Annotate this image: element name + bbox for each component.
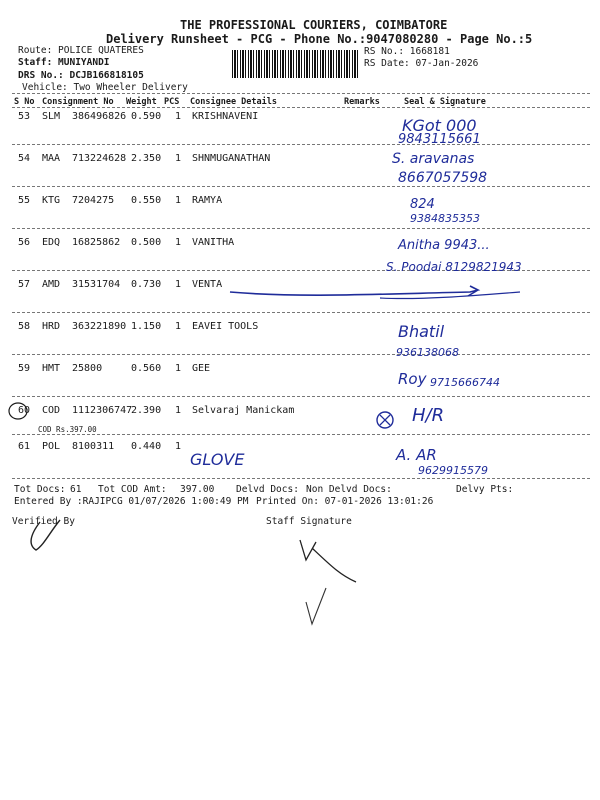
row-weight: 0.590 bbox=[131, 111, 162, 122]
runsheet-title: Delivery Runsheet - PCG - Phone No.:9047080280 - Page No.:5 bbox=[106, 32, 533, 46]
row-consignee: RAMYA bbox=[192, 195, 223, 206]
row-sno: 59 bbox=[18, 363, 31, 374]
tot-cod-label: Tot COD Amt: bbox=[98, 484, 167, 495]
row-consignee: KRISHNAVENI bbox=[192, 111, 259, 122]
row-consignment: 31531704 bbox=[72, 279, 121, 290]
staff-signature-mark bbox=[300, 540, 356, 582]
route-label: Route: POLICE QUATERES bbox=[18, 45, 144, 56]
arrow-stroke-57 bbox=[230, 286, 478, 296]
row-prefix: HMT bbox=[42, 363, 61, 374]
col-weight: Weight bbox=[126, 97, 157, 107]
row-consignment: 1112306747 bbox=[72, 405, 133, 416]
row-pcs: 1 bbox=[175, 153, 182, 164]
row-prefix: COD bbox=[42, 405, 61, 416]
tot-docs-label: Tot Docs: bbox=[14, 484, 66, 495]
row-sno: 58 bbox=[18, 321, 31, 332]
col-consignment: Consignment No bbox=[42, 97, 114, 107]
row-consignee: EAVEI TOOLS bbox=[192, 321, 259, 332]
row-pcs: 1 bbox=[175, 363, 182, 374]
handwritten-sign-53: KGot 000 bbox=[402, 116, 477, 135]
row-consignment: 16825862 bbox=[72, 237, 121, 248]
handwritten-sign-59: Roy bbox=[398, 370, 427, 388]
col-pcs: PCS bbox=[164, 97, 180, 107]
row-weight: 0.560 bbox=[131, 363, 162, 374]
row-pcs: 1 bbox=[175, 441, 182, 452]
row-pcs: 1 bbox=[175, 405, 182, 416]
row-sno: 54 bbox=[18, 153, 31, 164]
row-pcs: 1 bbox=[175, 111, 182, 122]
handwritten-remark-60: H/R bbox=[412, 405, 445, 426]
row-consignment: 8100311 bbox=[72, 441, 115, 452]
printed-on: Printed On: 07-01-2026 13:01:26 bbox=[256, 496, 434, 507]
row-sno: 60 bbox=[18, 405, 31, 416]
row-pcs: 1 bbox=[175, 195, 182, 206]
handwritten-phone-61: 9629915579 bbox=[418, 464, 488, 477]
rs-date: RS Date: 07-Jan-2026 bbox=[364, 58, 479, 69]
drs-number: DRS No.: DCJB166818105 bbox=[18, 70, 144, 81]
row-prefix: AMD bbox=[42, 279, 61, 290]
row-prefix: MAA bbox=[42, 153, 61, 164]
row-consignment: 7204275 bbox=[72, 195, 115, 206]
handwritten-sign-61: A. AR bbox=[396, 446, 437, 464]
company-name: THE PROFESSIONAL COURIERS, COIMBATORE bbox=[180, 18, 448, 32]
row-sno: 53 bbox=[18, 111, 31, 122]
handwritten-phone-53: 9843115661 bbox=[398, 132, 481, 147]
col-remarks: Remarks bbox=[344, 97, 380, 107]
row-consignment: 386496826 bbox=[72, 111, 127, 122]
row-weight: 0.440 bbox=[131, 441, 162, 452]
row-prefix: POL bbox=[42, 441, 61, 452]
row-weight: 1.150 bbox=[131, 321, 162, 332]
row-consignment: 713224628 bbox=[72, 153, 127, 164]
row-consignment: 363221890 bbox=[72, 321, 127, 332]
stray-mark bbox=[306, 588, 326, 624]
row-weight: 0.730 bbox=[131, 279, 162, 290]
row-prefix: HRD bbox=[42, 321, 61, 332]
row-consignee: VENTA bbox=[192, 279, 223, 290]
x-mark-60 bbox=[380, 415, 390, 425]
row-sno: 56 bbox=[18, 237, 31, 248]
handwritten-sign-54: S. aravanas bbox=[392, 151, 475, 167]
row-weight: 0.500 bbox=[131, 237, 162, 248]
row-consignee: VANITHA bbox=[192, 237, 235, 248]
staff-signature-label: Staff Signature bbox=[266, 516, 352, 527]
row-weight: 2.350 bbox=[131, 153, 162, 164]
handwritten-phone-58: 936138068 bbox=[396, 346, 459, 359]
tot-docs-value: 61 bbox=[70, 484, 82, 495]
col-sno: S No bbox=[14, 97, 35, 107]
row-pcs: 1 bbox=[175, 237, 182, 248]
row-consignee: Selvaraj Manickam bbox=[192, 405, 295, 416]
row-pcs: 1 bbox=[175, 279, 182, 290]
handwritten-sign-55: 824 bbox=[410, 197, 435, 212]
row-sno: 61 bbox=[18, 441, 31, 452]
col-consignee: Consignee Details bbox=[190, 97, 277, 107]
row-weight: 2.390 bbox=[131, 405, 162, 416]
row-weight: 0.550 bbox=[131, 195, 162, 206]
row-prefix: KTG bbox=[42, 195, 61, 206]
verified-by-label: Verified By bbox=[12, 516, 75, 527]
handwritten-phone-54: 8667057598 bbox=[398, 170, 488, 186]
handwritten-sign-58: Bhatil bbox=[398, 322, 445, 341]
row-sno: 55 bbox=[18, 195, 31, 206]
entered-by: Entered By :RAJIPCG 01/07/2026 1:00:49 PM bbox=[14, 496, 249, 507]
staff-label: Staff: MUNIYANDI bbox=[18, 57, 110, 68]
delvd-docs-label: Delvd Docs: bbox=[236, 484, 299, 495]
handwritten-sign-56: Anitha 9943... bbox=[398, 238, 490, 253]
row-sno: 57 bbox=[18, 279, 31, 290]
tot-cod-value: 397.00 bbox=[180, 484, 215, 495]
row-prefix: EDQ bbox=[42, 237, 61, 248]
row-consignee: SHNMUGANATHAN bbox=[192, 153, 271, 164]
handwritten-phone-55: 9384835353 bbox=[410, 212, 480, 225]
cod-amount-note: COD Rs.397.00 bbox=[38, 425, 97, 434]
row-consignment: 25800 bbox=[72, 363, 103, 374]
vehicle-label: Vehicle: Two Wheeler Delivery bbox=[22, 82, 188, 93]
handwritten-phone-59: 9715666744 bbox=[430, 376, 500, 389]
handwritten-phone-56: S. Poodai 8129821943 bbox=[386, 260, 522, 274]
delvy-pts-label: Delvy Pts: bbox=[456, 484, 514, 495]
row-prefix: SLM bbox=[42, 111, 61, 122]
rs-number: RS No.: 1668181 bbox=[364, 46, 450, 57]
row-consignee: GEE bbox=[192, 363, 211, 374]
col-seal-signature: Seal & Signature bbox=[404, 97, 486, 107]
row-pcs: 1 bbox=[175, 321, 182, 332]
non-delvd-docs-label: Non Delvd Docs: bbox=[306, 484, 392, 495]
circle-mark-60 bbox=[9, 403, 27, 419]
handwritten-consignee-61: GLOVE bbox=[190, 450, 245, 469]
